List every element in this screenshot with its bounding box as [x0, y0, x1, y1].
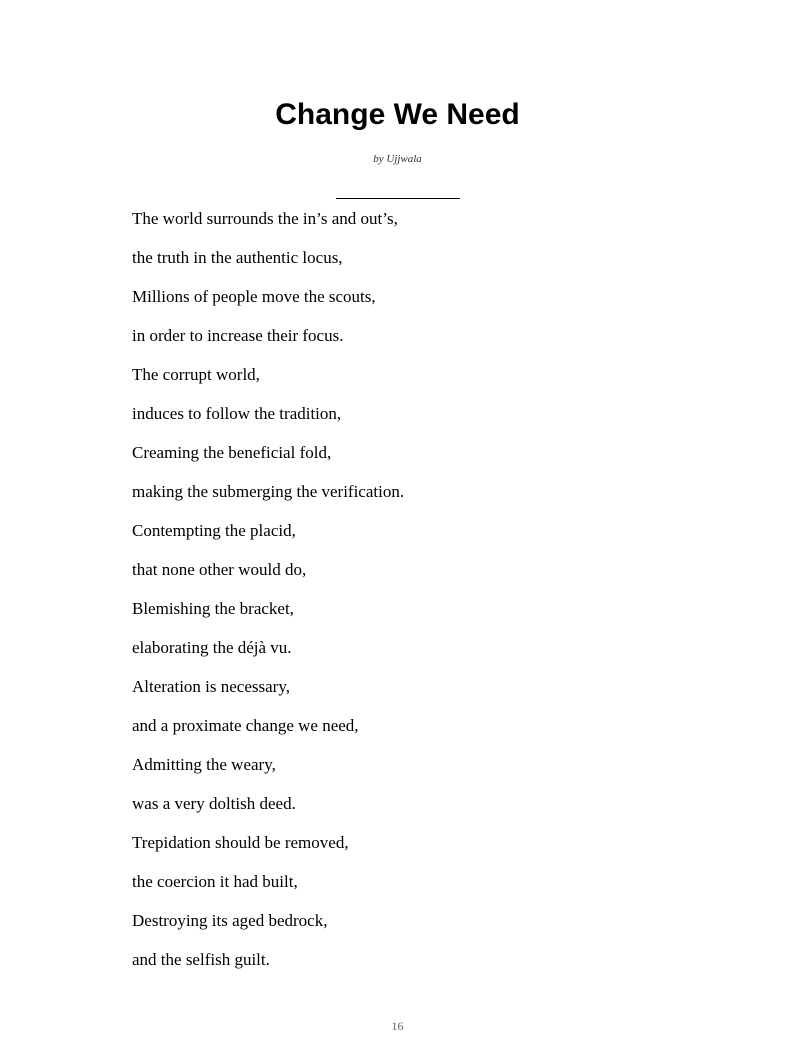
poem-line: Alteration is necessary,	[132, 677, 290, 696]
poem-body	[132, 207, 692, 987]
poem-line: was a very doltish deed.	[132, 794, 296, 813]
poem-title: Change We Need	[275, 98, 520, 131]
poem-line: and a proximate change we need,	[132, 716, 359, 735]
page-number: 16	[391, 1019, 404, 1033]
poem-line: Millions of people move the scouts,	[132, 287, 376, 306]
poem-line: Trepidation should be removed,	[132, 833, 349, 852]
poem-line: in order to increase their focus.	[132, 326, 344, 345]
poem-line: Admitting the weary,	[132, 755, 276, 774]
poem-line: Blemishing the bracket,	[132, 599, 294, 618]
author-byline: by Ujjwala	[373, 153, 422, 165]
poem-line: Destroying its aged bedrock,	[132, 911, 328, 930]
poem-line: induces to follow the tradition,	[132, 404, 342, 423]
poem-line: Creaming the beneficial fold,	[132, 443, 332, 462]
poem-line: that none other would do,	[132, 560, 307, 579]
title-divider	[336, 198, 460, 199]
poem-line: the truth in the authentic locus,	[132, 248, 343, 267]
poem-line: Contempting the placid,	[132, 521, 296, 540]
poem-line: and the selfish guilt.	[132, 950, 270, 969]
poem-line: The world surrounds the in’s and out’s,	[132, 209, 398, 228]
poem-line: making the submerging the verification.	[132, 482, 405, 501]
poem-line: the coercion it had built,	[132, 872, 298, 891]
poem-line: elaborating the déjà vu.	[132, 638, 292, 657]
poem-line: The corrupt world,	[132, 365, 260, 384]
